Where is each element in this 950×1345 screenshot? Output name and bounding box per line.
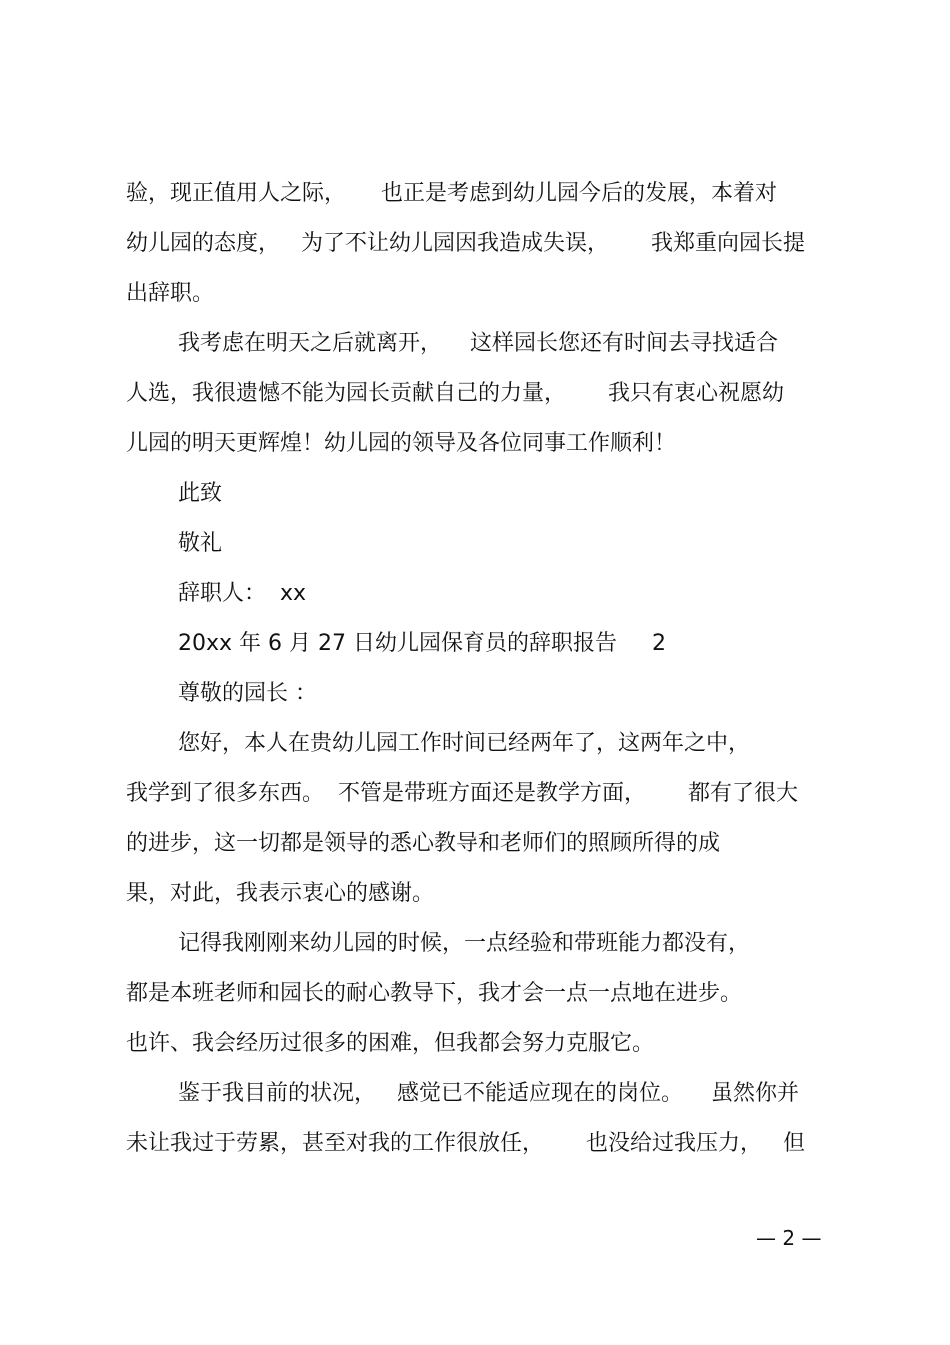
closing-text: 此致 <box>178 481 223 506</box>
body-text-line: 都是本班老师和园长的耐心教导下，我才会一点一点地在进步。 <box>126 981 743 1006</box>
signature-line: 辞职人： xx <box>178 581 307 606</box>
page-number: — 2 — <box>756 1226 822 1250</box>
body-text-line: 未让我过于劳累，甚至对我的工作很放任， 也没给过我压力， 但 <box>126 1131 805 1156</box>
salutation-text: 敬礼 <box>178 531 223 556</box>
body-text-line: 儿园的明天更辉煌！幼儿园的领导及各位同事工作顺利！ <box>126 431 677 456</box>
body-text-line: 验，现正值用人之际， 也正是考虑到幼儿园今后的发展，本着对 <box>126 181 777 206</box>
body-text-line: 您好，本人在贵幼儿园工作时间已经两年了，这两年之中， <box>178 731 751 756</box>
date-title-line: 20xx 年 6 月 27 日幼儿园保育员的辞职报告 2 <box>178 631 666 656</box>
body-text-line: 我考虑在明天之后就离开， 这样园长您还有时间去寻找适合 <box>178 331 778 356</box>
body-text-line: 也许、我会经历过很多的困难，但我都会努力克服它。 <box>126 1031 655 1056</box>
body-text-line: 人选，我很遗憾不能为园长贡献自己的力量， 我只有衷心祝愿幼 <box>126 381 784 406</box>
body-text-line: 记得我刚刚来幼儿园的时候，一点经验和带班能力都没有， <box>178 931 751 956</box>
body-text-line: 的进步，这一切都是领导的悉心教导和老师们的照顾所得的成 <box>126 831 721 856</box>
body-text-line: 我学到了很多东西。 不管是带班方面还是教学方面， 都有了很大 <box>126 781 798 806</box>
body-text-line: 出辞职。 <box>126 281 215 306</box>
body-text-line: 果，对此，我表示衷心的感谢。 <box>126 881 435 906</box>
greeting-line: 尊敬的园长 ： <box>178 681 317 706</box>
body-text-line: 幼儿园的态度， 为了不让幼儿园因我造成失误， 我郑重向园长提 <box>126 231 805 256</box>
body-text-line: 鉴于我目前的状况， 感觉已不能适应现在的岗位。 虽然你并 <box>178 1081 799 1106</box>
